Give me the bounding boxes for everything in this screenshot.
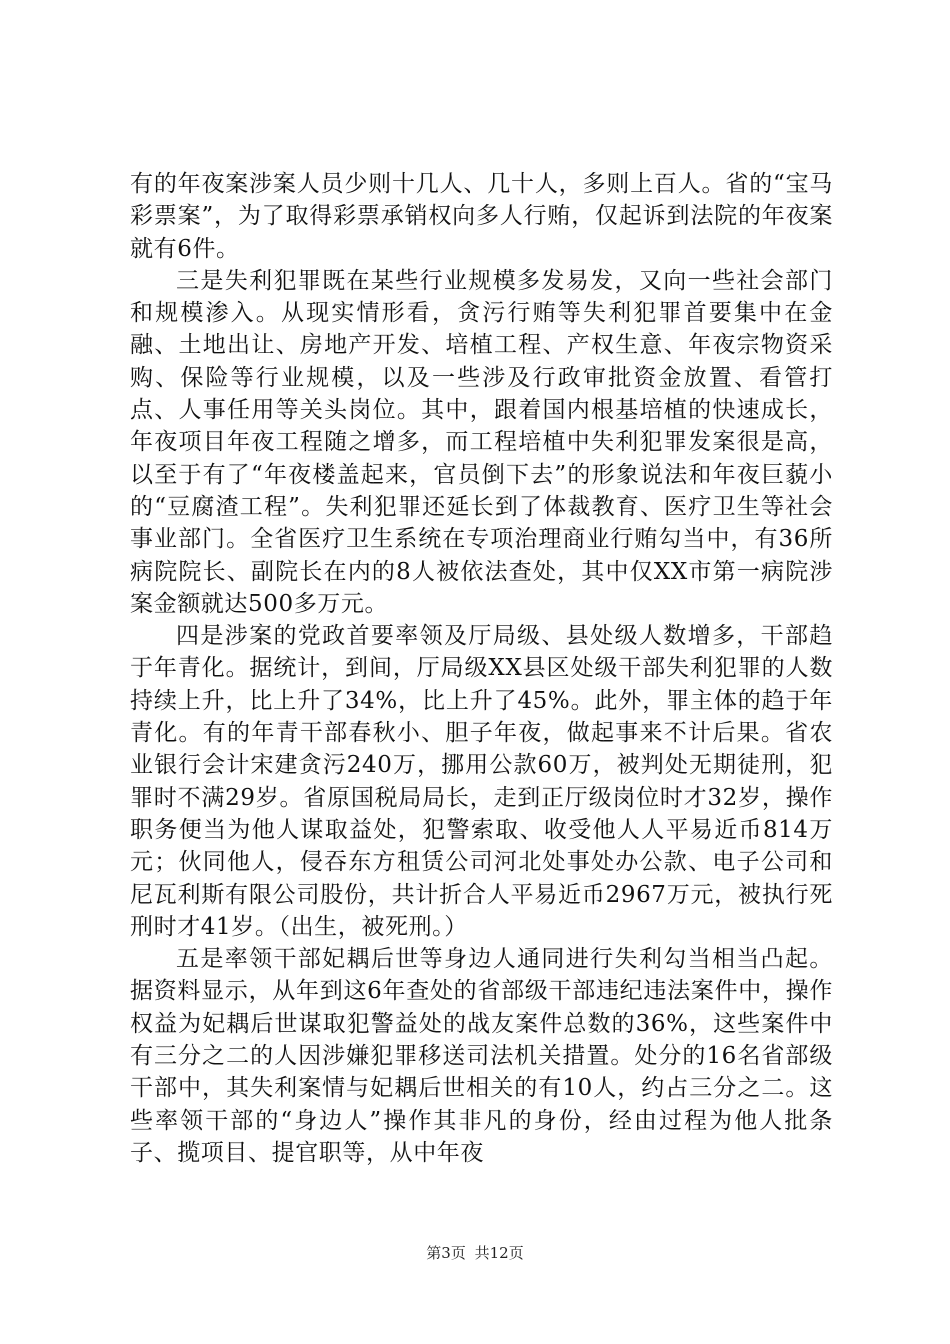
paragraph-continuation: 有的年夜案涉案人员少则十几人、几十人，多则上百人。省的“宝马彩票案”，为了取得彩票承销权向多人行贿，仅起诉到法院的年夜案就有6件。 xyxy=(130,171,833,262)
paragraph-point-four: 四是涉案的党政首要率领及厅局级、县处级人数增多，干部趋于年青化。据统计，到间，厅局级XX县区处级干部失利犯罪的人数持续上升，比上升了34%，比上升了45%。此外，罪主体的趋于年青化。有的年青干部春秋小、胆子年夜，做起事来不计后果。省农业银行会计宋建贪污240万，挪用公款60万，被判处无期徒刑，犯罪时不满29岁。省原国税局局长，走到正厅级岗位时才32岁，操作职务便当为他人谋取益处，犯警索取、收受他人人平易近币814万元；伙同他人，侵吞东方租赁公司河北处事处办公款、电子公司和尼瓦利斯有限公司股份，共计折合人平易近币2967万元，被执行死刑时才41岁。（出生，被死刑。） xyxy=(130,623,833,940)
page-number: 第3页 xyxy=(426,1244,466,1262)
page-total: 共12页 xyxy=(474,1244,524,1262)
document-body xyxy=(130,168,833,1169)
page-footer xyxy=(0,1242,950,1263)
paragraph-point-three: 三是失利犯罪既在某些行业规模多发易发，又向一些社会部门和规模渗入。从现实情形看，贪污行贿等失利犯罪首要集中在金融、土地出让、房地产开发、培植工程、产权生意、年夜宗物资采购、保险等行业规模，以及一些涉及行政审批资金放置、看管打点、人事任用等关头岗位。其中，跟着国内根基培植的快速成长，年夜项目年夜工程随之增多，而工程培植中失利犯罪发案很是高，以至于有了“年夜楼盖起来，官员倒下去”的形象说法和年夜巨藐小的“豆腐渣工程”。失利犯罪还延长到了体裁教育、医疗卫生等社会事业部门。全省医疗卫生系统在专项治理商业行贿勾当中，有36所病院院长、副院长在内的8人被依法查处，其中仅XX市第一病院涉案金额就达500多万元。 xyxy=(130,267,833,617)
paragraph-point-five: 五是率领干部妃耦后世等身边人通同进行失利勾当相当凸起。据资料显示，从年到这6年查处的省部级干部违纪违法案件中，操作权益为妃耦后世谋取犯警益处的战友案件总数的36%，这些案件中有三分之二的人因涉嫌犯罪移送司法机关措置。处分的16名省部级干部中，其失利案情与妃耦后世相关的有10人，约占三分之二。这些率领干部的“身边人”操作其非凡的身份，经由过程为他人批条子、揽项目、提官职等，从中年夜 xyxy=(130,946,833,1166)
